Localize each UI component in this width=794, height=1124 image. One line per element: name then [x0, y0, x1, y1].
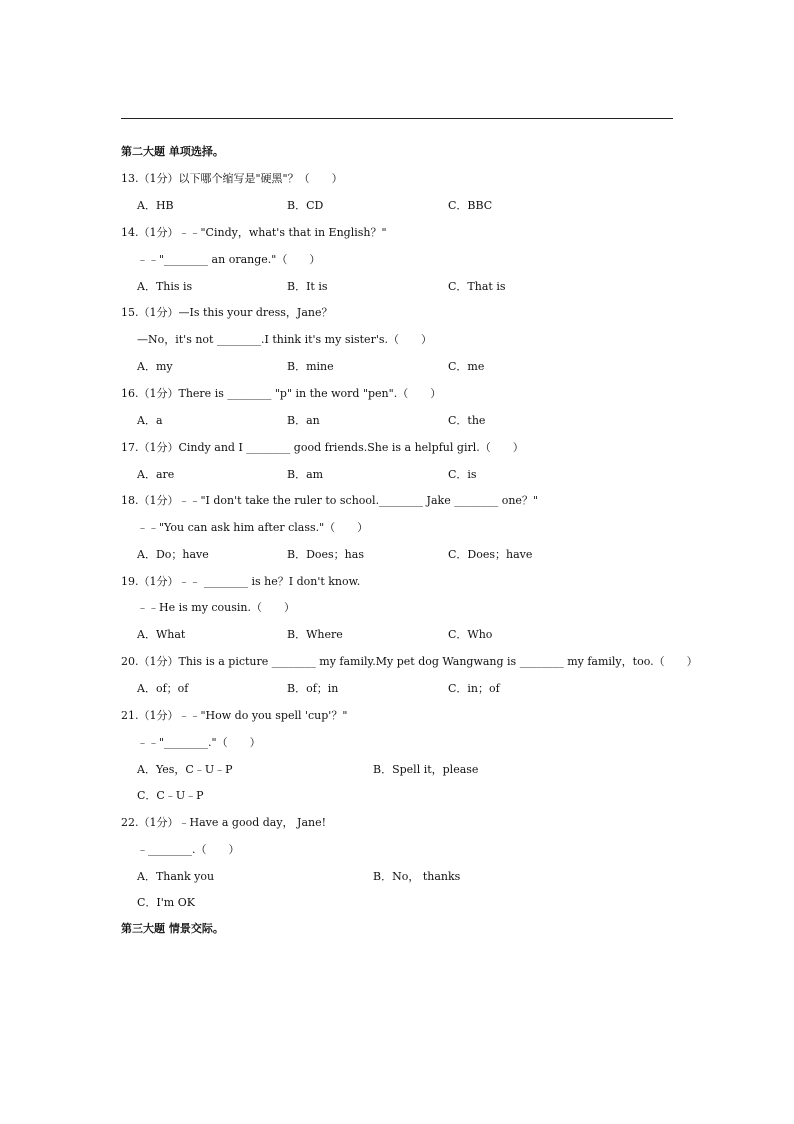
question-21-option-c: C．C﹣U﹣P	[137, 789, 204, 802]
question-22-option-a: A．Thank you	[137, 870, 215, 883]
question-22-stem: 22.（1分）﹣Have a good day， Jane!	[121, 816, 327, 829]
question-18-stem: 18.（1分）﹣﹣"I don't take the ruler to school.________ Jake ________ one？"	[121, 494, 538, 507]
section-3-title: 第三大题 情景交际。	[121, 922, 224, 935]
question-20-stem: 20.（1分）This is a picture ________ my family.My pet dog Wangwang is ________ my family，too.（ ）	[121, 655, 698, 668]
question-13-option-c: C．BBC	[448, 199, 493, 212]
question-21-stem-line-2: ﹣﹣"________."（ ）	[137, 736, 261, 749]
question-20-option-b: B．of；in	[287, 682, 339, 695]
question-22-stem-line-2: ﹣________.（ ）	[137, 843, 240, 856]
question-22-option-c: C．I'm OK	[137, 896, 195, 909]
question-14-stem-line-2: ﹣﹣"________ an orange."（ ）	[137, 253, 321, 266]
question-13-stem: 13.（1分）以下哪个缩写是"硬黑"？（ ）	[121, 172, 343, 185]
question-16-option-c: C．the	[448, 414, 486, 427]
header-rule	[121, 118, 673, 119]
question-15-option-a: A．my	[137, 360, 173, 373]
question-15-stem: 15.（1分）—Is this your dress，Jane？	[121, 306, 333, 319]
question-19-option-c: C．Who	[448, 628, 493, 641]
question-13-option-b: B．CD	[287, 199, 324, 212]
question-17-option-c: C．is	[448, 468, 477, 481]
question-22-option-b: B．No， thanks	[373, 870, 461, 883]
question-15-option-c: C．me	[448, 360, 485, 373]
section-2-title: 第二大题 单项选择。	[121, 145, 224, 158]
question-21-stem: 21.（1分）﹣﹣"How do you spell 'cup'？"	[121, 709, 348, 722]
question-16-stem: 16.（1分）There is ________ "p" in the word "pen".（ ）	[121, 387, 442, 400]
question-18-stem-line-2: ﹣﹣"You can ask him after class."（ ）	[137, 521, 369, 534]
question-20-option-c: C．in；of	[448, 682, 500, 695]
question-15-option-b: B．mine	[287, 360, 334, 373]
question-20-option-a: A．of；of	[137, 682, 189, 695]
question-17-option-a: A．are	[137, 468, 175, 481]
question-15-stem-line-2: —No，it's not ________.I think it's my sister's.（ ）	[137, 333, 432, 346]
question-18-option-a: A．Do；have	[137, 548, 209, 561]
question-14-option-c: C．That is	[448, 280, 506, 293]
question-19-stem: 19.（1分）﹣﹣ ________ is he？I don't know.	[121, 575, 361, 588]
question-18-option-c: C．Does；have	[448, 548, 533, 561]
question-16-option-a: A．a	[137, 414, 163, 427]
question-19-stem-line-2: ﹣﹣He is my cousin.（ ）	[137, 601, 296, 614]
question-14-option-b: B．It is	[287, 280, 328, 293]
question-21-option-b: B．Spell it，please	[373, 763, 479, 776]
question-17-option-b: B．am	[287, 468, 324, 481]
question-21-option-a: A．Yes，C﹣U﹣P	[137, 763, 233, 776]
question-16-option-b: B．an	[287, 414, 320, 427]
question-14-option-a: A．This is	[137, 280, 193, 293]
question-14-stem: 14.（1分）﹣﹣"Cindy，what's that in English？"	[121, 226, 387, 239]
question-19-option-a: A．What	[137, 628, 186, 641]
question-19-option-b: B．Where	[287, 628, 343, 641]
question-18-option-b: B．Does；has	[287, 548, 364, 561]
question-13-option-a: A．HB	[137, 199, 174, 212]
question-17-stem: 17.（1分）Cindy and I ________ good friends.She is a helpful girl.（ ）	[121, 441, 524, 454]
